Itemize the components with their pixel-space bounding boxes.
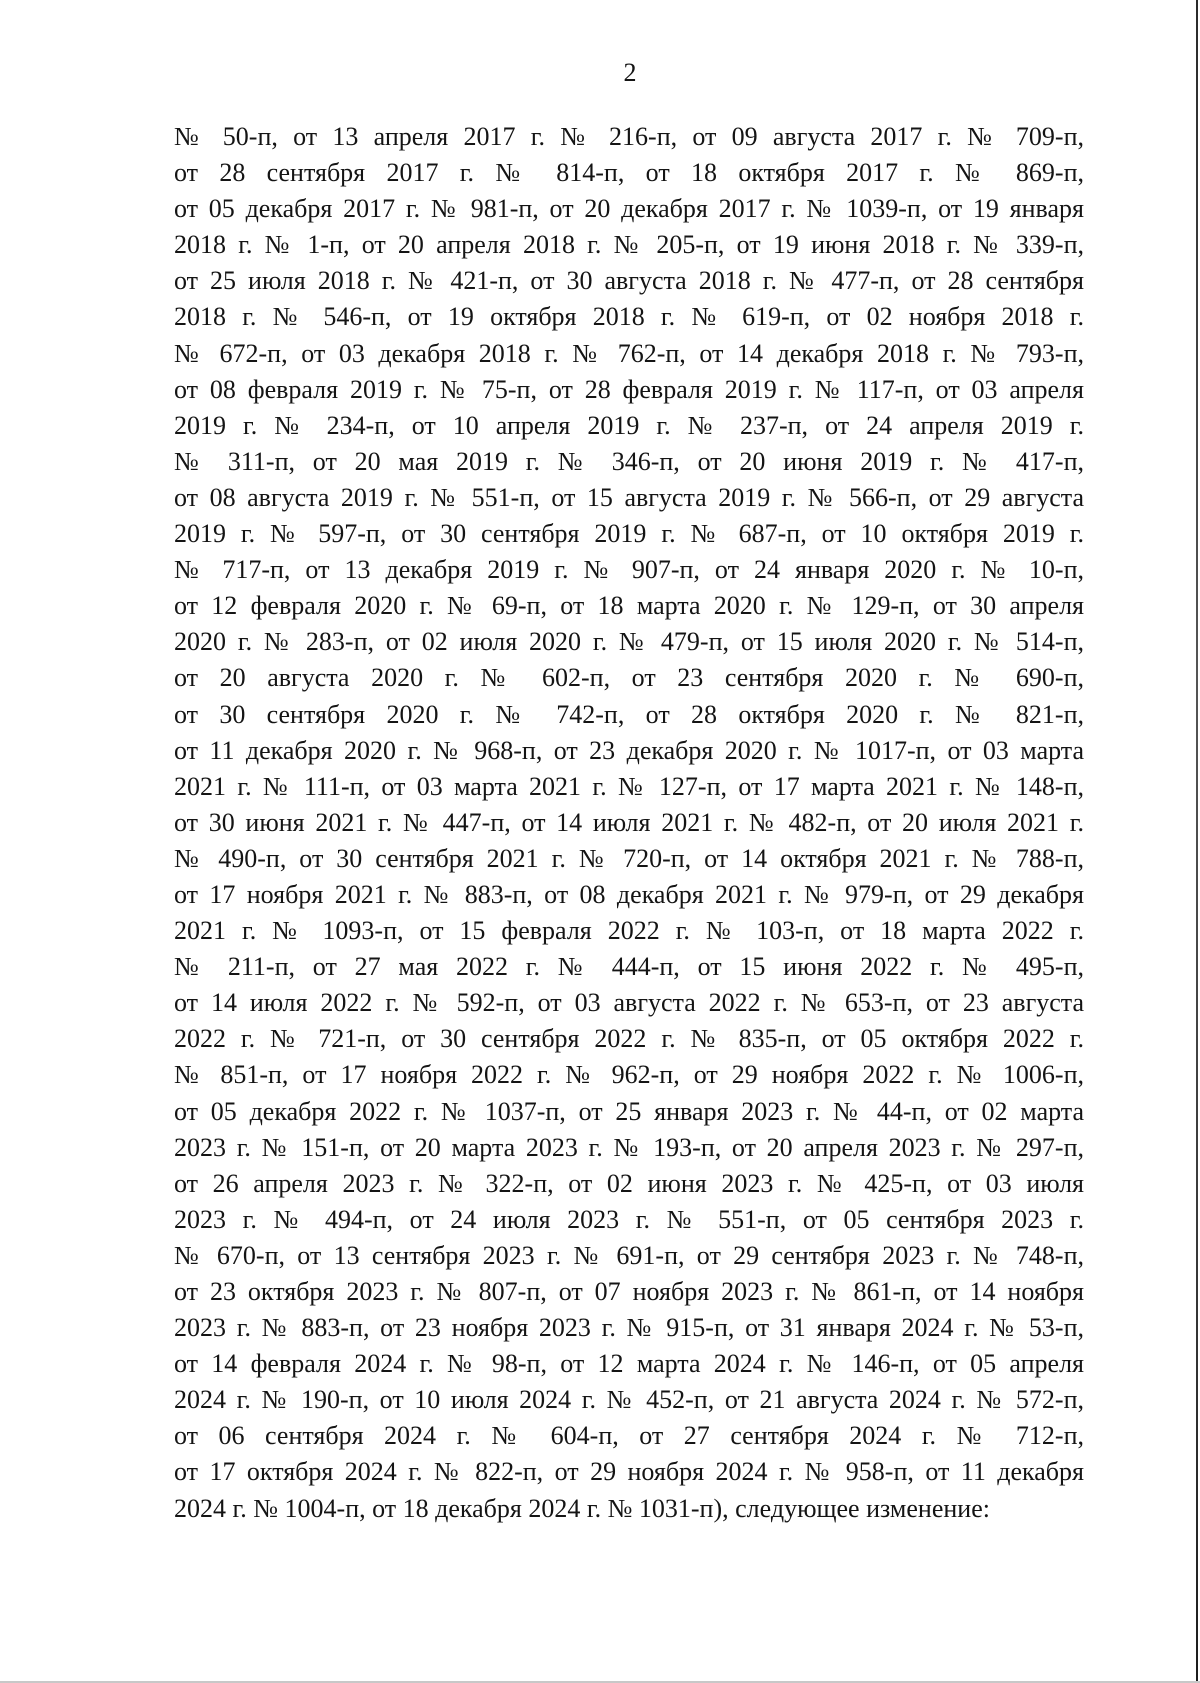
text-line: от 14 июля 2022 г. № 592-п, от 03 августа 2022 г. № 653-п, от 23 августа: [174, 988, 1084, 1018]
text-line: № 311-п, от 20 мая 2019 г. № 346-п, от 20 июня 2019 г. № 417-п,: [174, 446, 1084, 476]
text-line: 2023 г. № 151-п, от 20 марта 2023 г. № 193-п, от 20 апреля 2023 г. № 297-п,: [174, 1132, 1084, 1162]
text-line: от 05 декабря 2022 г. № 1037-п, от 25 января 2023 г. № 44-п, от 02 марта: [174, 1096, 1084, 1126]
text-line: № 211-п, от 27 мая 2022 г. № 444-п, от 15 июня 2022 г. № 495-п,: [174, 952, 1084, 982]
text-line: № 851-п, от 17 ноября 2022 г. № 962-п, от 29 ноября 2022 г. № 1006-п,: [174, 1060, 1084, 1090]
text-line: 2018 г. № 546-п, от 19 октября 2018 г. № 619-п, от 02 ноября 2018 г.: [174, 302, 1084, 332]
text-line: 2020 г. № 283-п, от 02 июля 2020 г. № 479-п, от 15 июля 2020 г. № 514-п,: [174, 627, 1084, 657]
text-line: от 11 декабря 2020 г. № 968-п, от 23 декабря 2020 г. № 1017-п, от 03 марта: [174, 735, 1084, 765]
text-line: 2019 г. № 597-п, от 30 сентября 2019 г. № 687-п, от 10 октября 2019 г.: [174, 519, 1084, 549]
text-line: от 12 февраля 2020 г. № 69-п, от 18 марта 2020 г. № 129-п, от 30 апреля: [174, 591, 1084, 621]
text-line: 2023 г. № 494-п, от 24 июля 2023 г. № 551-п, от 05 сентября 2023 г.: [174, 1204, 1084, 1234]
text-line: № 670-п, от 13 сентября 2023 г. № 691-п, от 29 сентября 2023 г. № 748-п,: [174, 1240, 1084, 1270]
text-line: 2024 г. № 190-п, от 10 июля 2024 г. № 452-п, от 21 августа 2024 г. № 572-п,: [174, 1385, 1084, 1415]
text-line: от 28 сентября 2017 г. № 814-п, от 18 октября 2017 г. № 869-п,: [174, 158, 1084, 188]
text-line: 2021 г. № 111-п, от 03 марта 2021 г. № 127-п, от 17 марта 2021 г. № 148-п,: [174, 771, 1084, 801]
text-line: 2019 г. № 234-п, от 10 апреля 2019 г. № 237-п, от 24 апреля 2019 г.: [174, 410, 1084, 440]
text-line: 2023 г. № 883-п, от 23 ноября 2023 г. № 915-п, от 31 января 2024 г. № 53-п,: [174, 1313, 1084, 1343]
scan-border-right: [1196, 0, 1198, 1683]
text-line: от 30 июня 2021 г. № 447-п, от 14 июля 2021 г. № 482-п, от 20 июля 2021 г.: [174, 807, 1084, 837]
text-line: № 490-п, от 30 сентября 2021 г. № 720-п, от 14 октября 2021 г. № 788-п,: [174, 843, 1084, 873]
text-line: от 30 сентября 2020 г. № 742-п, от 28 октября 2020 г. № 821-п,: [174, 699, 1084, 729]
text-line: от 20 августа 2020 г. № 602-п, от 23 сентября 2020 г. № 690-п,: [174, 663, 1084, 693]
text-line: 2018 г. № 1-п, от 20 апреля 2018 г. № 205-п, от 19 июня 2018 г. № 339-п,: [174, 230, 1084, 260]
page-number: 2: [623, 58, 637, 87]
text-line: от 17 октября 2024 г. № 822-п, от 29 ноября 2024 г. № 958-п, от 11 декабря: [174, 1457, 1084, 1487]
text-line: № 672-п, от 03 декабря 2018 г. № 762-п, от 14 декабря 2018 г. № 793-п,: [174, 338, 1084, 368]
body-paragraph: [174, 119, 1084, 1527]
text-line: 2022 г. № 721-п, от 30 сентября 2022 г. № 835-п, от 05 октября 2022 г.: [174, 1024, 1084, 1054]
text-line: от 05 декабря 2017 г. № 981-п, от 20 декабря 2017 г. № 1039-п, от 19 января: [174, 194, 1084, 224]
text-line: № 50-п, от 13 апреля 2017 г. № 216-п, от 09 августа 2017 г. № 709-п,: [174, 122, 1084, 151]
text-line: от 06 сентября 2024 г. № 604-п, от 27 сентября 2024 г. № 712-п,: [174, 1421, 1084, 1451]
text-line: от 25 июля 2018 г. № 421-п, от 30 августа 2018 г. № 477-п, от 28 сентября: [174, 266, 1084, 296]
text-line-last: 2024 г. № 1004-п, от 18 декабря 2024 г. № 1031-п), следующее изменение:: [174, 1493, 990, 1523]
text-line: от 14 февраля 2024 г. № 98-п, от 12 марта 2024 г. № 146-п, от 05 апреля: [174, 1349, 1084, 1379]
text-line: от 23 октября 2023 г. № 807-п, от 07 ноября 2023 г. № 861-п, от 14 ноября: [174, 1277, 1084, 1306]
text-line: от 17 ноября 2021 г. № 883-п, от 08 декабря 2021 г. № 979-п, от 29 декабря: [174, 879, 1084, 909]
text-line: 2021 г. № 1093-п, от 15 февраля 2022 г. № 103-п, от 18 марта 2022 г.: [174, 916, 1084, 946]
text-line: от 26 апреля 2023 г. № 322-п, от 02 июня 2023 г. № 425-п, от 03 июля: [174, 1168, 1084, 1198]
text-line: № 717-п, от 13 декабря 2019 г. № 907-п, от 24 января 2020 г. № 10-п,: [174, 555, 1084, 585]
text-line: от 08 августа 2019 г. № 551-п, от 15 августа 2019 г. № 566-п, от 29 августа: [174, 482, 1084, 512]
text-line: от 08 февраля 2019 г. № 75-п, от 28 февраля 2019 г. № 117-п, от 03 апреля: [174, 374, 1084, 404]
